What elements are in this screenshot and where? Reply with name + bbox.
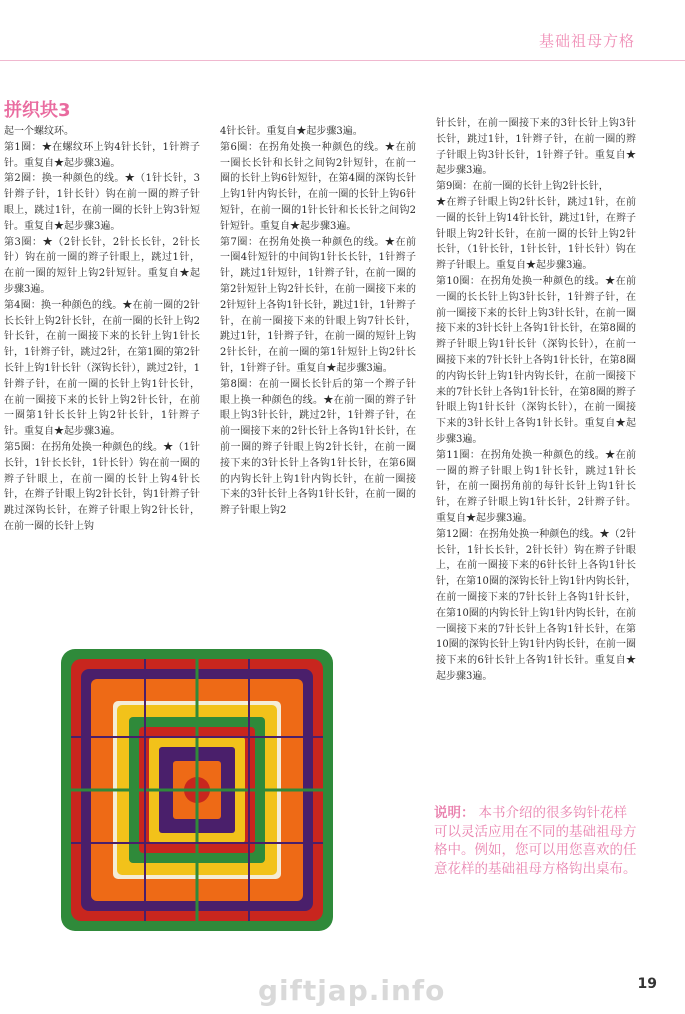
instruction-paragraph: 起一个螺纹环。 [4,126,74,137]
instruction-paragraph: 第1圈：★在螺纹环上钩4针长针，1针辫子针。重复自★起步骤3遍。 [4,141,200,169]
instruction-paragraph: 第7圈：在拐角处换一种颜色的线。★在前一圈4针短针的中间钩1针长长针，1针辫子针，跳过1针短针，1针辫子针，在前一圈的第2针短针上钩2针长针，在前一圈接下来的2针短针上各钩1针长针，跳过1针，1针辫子针，在前一圈接下来的针眼上钩7针长针，跳过1针，1针辫子针，在前一圈的短针上钩2针长针，在前一圈的第1针短针上钩2针长针，1针辫子针。重复自★起步骤3遍。 [220,236,416,374]
instruction-paragraph: 第3圈：★（2针长针，2针长长针，2针长针）钩在前一圈的辫子针眼上，跳过1针，在前一圈的短针上钩2针短针。重复自★起步骤3遍。 [4,236,200,295]
note-box [434,804,638,878]
instruction-paragraph: 第9圈：在前一圈的长针上钩2针长针， [436,181,609,193]
instruction-paragraph: 第8圈：在前一圈长长针后的第一个辫子针眼上换一种颜色的线。★在前一圈的辫子针眼上钩3针长针，跳过2针，1针辫子针，在前一圈接下来的2针长针上各钩1针长针，在前一圈的辫子针眼上钩2针长针，在前一圈接下来的3针长针上各钩1针长针，在第6圈的内钩长针上钩1针内钩长针，在前一圈接下来的3针长针上各钩1针长针，在前一圈的辫子针眼上钩2 [220,378,416,517]
instruction-paragraph: 第4圈：换一种颜色的线。★在前一圈的2针长长针上钩2针长针，在前一圈的长针上钩2针长针，在前一圈接下来的长针上钩1针长针，1针辫子针，跳过2针，在第1圈的第2针长针上钩1针长针（深钩长针），跳过2针，1针辫子针，在前一圈的长针上钩1针长针，在前一圈接下来的长针上钩2针长针，在前一圈第1针长长针上钩2针长针，1针辫子针。重复自★起步骤3遍。 [4,299,200,438]
section-title: 拼织块3 [4,100,71,121]
page-number: 19 [637,976,657,992]
instruction-paragraph: 第6圈：在拐角处换一种颜色的线。★在前一圈长长针和长针之间钩2针短针，在前一圈的长针上钩6针短针，在第4圈的深钩长针上钩1针内钩长针，在前一圈的长针上钩6针短针，在前一圈的1针长针和长长针之间钩2针短针。重复自★起步骤3遍。 [220,141,416,232]
crochet-granny-square-photo [59,645,337,935]
note-text: 本书介绍的很多钩针花样可以灵活应用在不同的基础祖母方格中。例如，您可以用您喜欢的任意花样的基础祖母方格钩出桌布。 [434,805,637,877]
instruction-paragraph: 第2圈：换一种颜色的线。★（1针长针，3针辫子针，1针长针）钩在前一圈的辫子针眼上，跳过1针，在前一圈的长针上钩3针短针。重复自★起步骤3遍。 [4,173,200,232]
instruction-paragraph: 第11圈：在拐角处换一种颜色的线。★在前一圈的辫子针眼上钩1针长针，跳过1针长针，在前一圈拐角前的每针长针上钩1针长针，在辫子针眼上钩1针长针，2针辫子针。重复自★起步骤3遍。 [436,449,636,524]
instruction-paragraph: ★在辫子针眼上钩2针长针，跳过1针，在前一圈的长针上钩14针长针，跳过1针，在辫子针眼上钩2针长针，在前一圈的长针上钩2针长针，（1针长针，1针长针，1针长针）钩在辫子针眼上。重复自★起步骤3遍。 [436,196,636,272]
instruction-paragraph: 第10圈：在拐角处换一种颜色的线。★在前一圈的长长针上钩3针长针，1针辫子针，在前一圈接下来的长针上钩3针长针，在前一圈接下来的3针长针上各钩1针长针，在第8圈的辫子针眼上钩1针长针（深钩长针），在前一圈接下来的7针长针上各钩1针长针，在第8圈的内钩长针上钩1针内钩长针，在前一圈接下来的7针长针上各钩1针长针，在第8圈的辫子针眼上钩1针长针（深钩长针），在前一圈接下来的3针长针上各钩1针长针。重复自★起步骤3遍。 [436,275,636,445]
instructions-column-3 [436,116,636,685]
instructions-column-1 [4,124,200,535]
instruction-paragraph: 第5圈：在拐角处换一种颜色的线。★（1针长针，1针长长针，1针长针）钩在前一圈的辫子针眼上，在前一圈的长针上钩4针长针，在辫子针眼上钩2针长针，钩1针辫子针跳过深钩长针，在辫子针眼上钩2针长针，在前一圈的长针上钩 [4,441,200,532]
watermark: giftjap.info [258,974,446,1007]
instruction-paragraph: 针长针，在前一圈接下来的3针长针上钩3针长针，跳过1针，1针辫子针，在前一圈的辫子针眼上钩3针长针，1针辫子针。重复自★起步骤3遍。 [436,118,636,177]
chapter-title: 基础祖母方格 [538,32,635,50]
instruction-paragraph: 4针长针。重复自★起步骤3遍。 [220,126,363,137]
note-label: 说明： [434,805,475,821]
instructions-column-2 [220,124,416,519]
instruction-paragraph: 第12圈：在拐角处换一种颜色的线。★（2针长针，1针长长针，2针长针）钩在辫子针眼上，在前一圈接下来的6针长针上各钩1针长针，在第10圈的深钩长针上钩1针内钩长针，在前一圈接下来的7针长针上各钩1针长针，在第10圈的内钩长针上钩1针内钩长针，在前一圈接下来的7针长针上各钩1针长针，在第10圈的深钩长针上钩1针内钩长针，在前一圈接下来的6针长针上各钩1针长针。重复自★起步骤3遍。 [436,528,636,682]
header-divider [0,60,685,61]
